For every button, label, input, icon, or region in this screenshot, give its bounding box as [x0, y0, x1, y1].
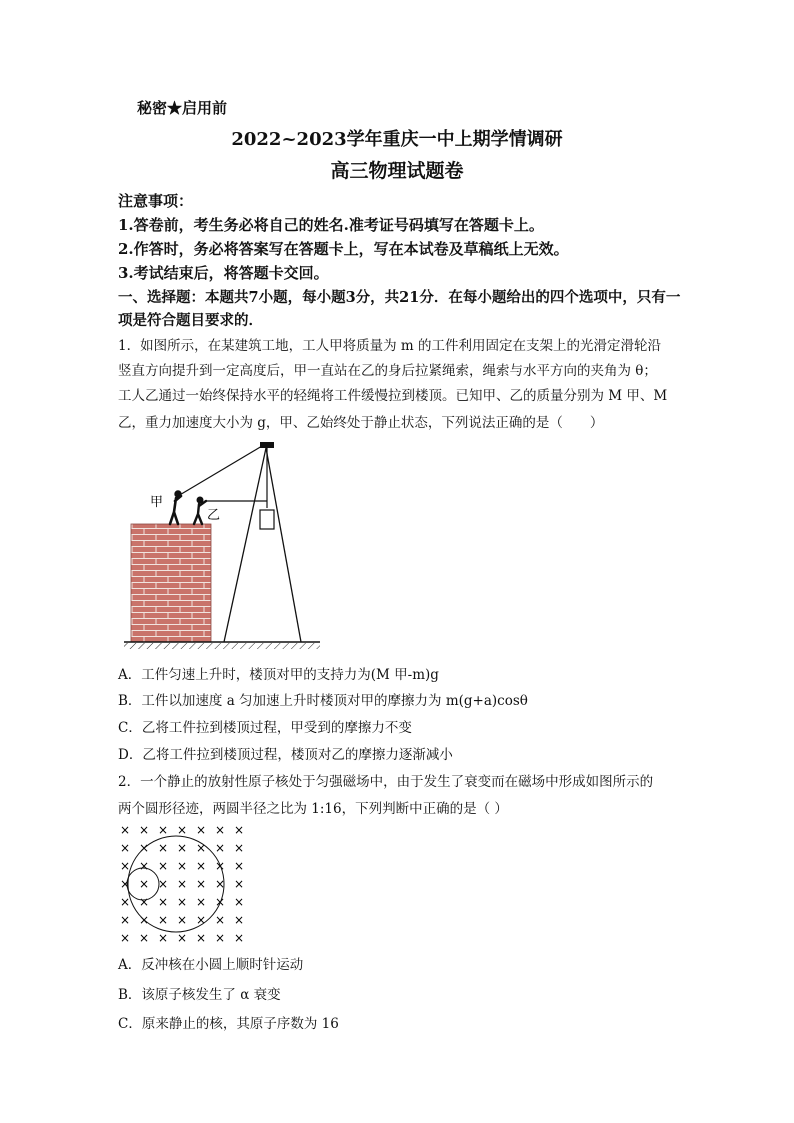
field-cross: × [195, 823, 207, 837]
field-cross: × [176, 931, 188, 945]
section-1-line-1: 一、选择题：本题共7小题，每小题3分，共21分．在每小题给出的四个选项中，只有一 [118, 289, 681, 306]
field-cross: × [233, 895, 245, 909]
field-cross: × [119, 859, 131, 873]
field-cross: × [176, 859, 188, 873]
notes-item-3: 3.考试结束后，将答题卡交回。 [118, 264, 329, 282]
field-cross: × [119, 823, 131, 837]
field-cross: × [233, 913, 245, 927]
field-cross: × [195, 895, 207, 909]
workpiece [260, 510, 274, 529]
q2-figure [116, 822, 250, 948]
support-right-leg [266, 448, 301, 642]
q1-option-a: A．工件匀速上升时，楼顶对甲的支持力为(M 甲-m)g [118, 667, 439, 683]
field-cross: × [138, 895, 150, 909]
field-cross: × [233, 859, 245, 873]
ground-hatch [124, 643, 320, 649]
q1-option-b: B．工件以加速度 a 匀加速上升时楼顶对甲的摩擦力为 m(g+a)cosθ [118, 693, 528, 709]
field-cross: × [138, 877, 150, 891]
label-jia: 甲 [150, 495, 164, 510]
q1-line-3: 工人乙通过一始终保持水平的轻绳将工件缓慢拉到楼顶。已知甲、乙的质量分别为 M 甲、M [118, 388, 668, 404]
worker-yi [194, 497, 206, 524]
field-cross: × [138, 859, 150, 873]
q2-option-a: A．反冲核在小圆上顺时针运动 [118, 957, 304, 973]
field-cross: × [195, 931, 207, 945]
field-cross: × [214, 859, 226, 873]
field-cross: × [157, 823, 169, 837]
secret-label: 秘密★启用前 [137, 99, 228, 117]
field-cross: × [119, 931, 131, 945]
field-cross: × [176, 823, 188, 837]
q1-line-1: 1．如图所示，在某建筑工地，工人甲将质量为 m 的工件利用固定在支架上的光滑定滑轮沿 [118, 338, 661, 354]
field-cross: × [157, 895, 169, 909]
field-cross: × [119, 877, 131, 891]
field-cross: × [119, 913, 131, 927]
q2-option-c: C．原来静止的核，其原子序数为 16 [118, 1016, 339, 1032]
field-cross: × [195, 913, 207, 927]
field-cross: × [233, 841, 245, 855]
exam-title: 2022~2023学年重庆一中上期学情调研 [231, 129, 563, 150]
notes-item-1: 1.答卷前，考生务必将自己的姓名.准考证号码填写在答题卡上。 [118, 216, 544, 234]
field-cross: × [176, 841, 188, 855]
field-cross: × [233, 877, 245, 891]
q2-option-b: B．该原子核发生了 α 衰变 [118, 987, 281, 1003]
brick-wall [131, 524, 211, 642]
section-1-line-2: 项是符合题目要求的． [118, 312, 263, 329]
field-cross: × [195, 859, 207, 873]
field-cross: × [138, 913, 150, 927]
field-cross: × [176, 913, 188, 927]
magnetic-field-crosses [120, 823, 244, 945]
field-cross: × [157, 931, 169, 945]
field-cross: × [157, 913, 169, 927]
field-cross: × [138, 823, 150, 837]
field-cross: × [214, 823, 226, 837]
support-left-leg [224, 448, 266, 642]
field-cross: × [195, 841, 207, 855]
rope-jia [178, 446, 262, 496]
worker-jia [170, 491, 181, 524]
field-cross: × [138, 931, 150, 945]
field-cross: × [214, 913, 226, 927]
field-cross: × [157, 841, 169, 855]
field-cross: × [214, 931, 226, 945]
field-cross: × [233, 931, 245, 945]
field-cross: × [157, 877, 169, 891]
q1-figure [120, 438, 330, 650]
notes-item-2: 2.作答时，务必将答案写在答题卡上，写在本试卷及草稿纸上无效。 [118, 240, 569, 258]
field-cross: × [214, 841, 226, 855]
field-cross: × [119, 841, 131, 855]
notes-heading: 注意事项： [118, 192, 194, 210]
field-cross: × [157, 859, 169, 873]
field-cross: × [195, 877, 207, 891]
field-cross: × [119, 895, 131, 909]
field-cross: × [214, 877, 226, 891]
field-cross: × [233, 823, 245, 837]
q1-option-c: C．乙将工件拉到楼顶过程，甲受到的摩擦力不变 [118, 720, 412, 736]
q1-line-4: 乙，重力加速度大小为 g，甲、乙始终处于静止状态，下列说法正确的是（ ） [118, 415, 604, 431]
paper-title: 高三物理试题卷 [330, 160, 464, 182]
field-cross: × [176, 895, 188, 909]
q1-option-d: D．乙将工件拉到楼顶过程，楼顶对乙的摩擦力逐渐减小 [118, 747, 453, 763]
q2-line-2: 两个圆形径迹，两圆半径之比为 1:16，下列判断中正确的是（ ） [118, 801, 508, 817]
field-cross: × [176, 877, 188, 891]
field-cross: × [138, 841, 150, 855]
q1-line-2: 竖直方向提升到一定高度后，甲一直站在乙的身后拉紧绳索，绳索与水平方向的夹角为 θ； [118, 363, 657, 379]
label-yi: 乙 [207, 508, 221, 523]
q2-line-1: 2．一个静止的放射性原子核处于匀强磁场中，由于发生了衰变而在磁场中形成如图所示的 [118, 774, 654, 790]
field-cross: × [214, 895, 226, 909]
pulley [260, 442, 274, 448]
